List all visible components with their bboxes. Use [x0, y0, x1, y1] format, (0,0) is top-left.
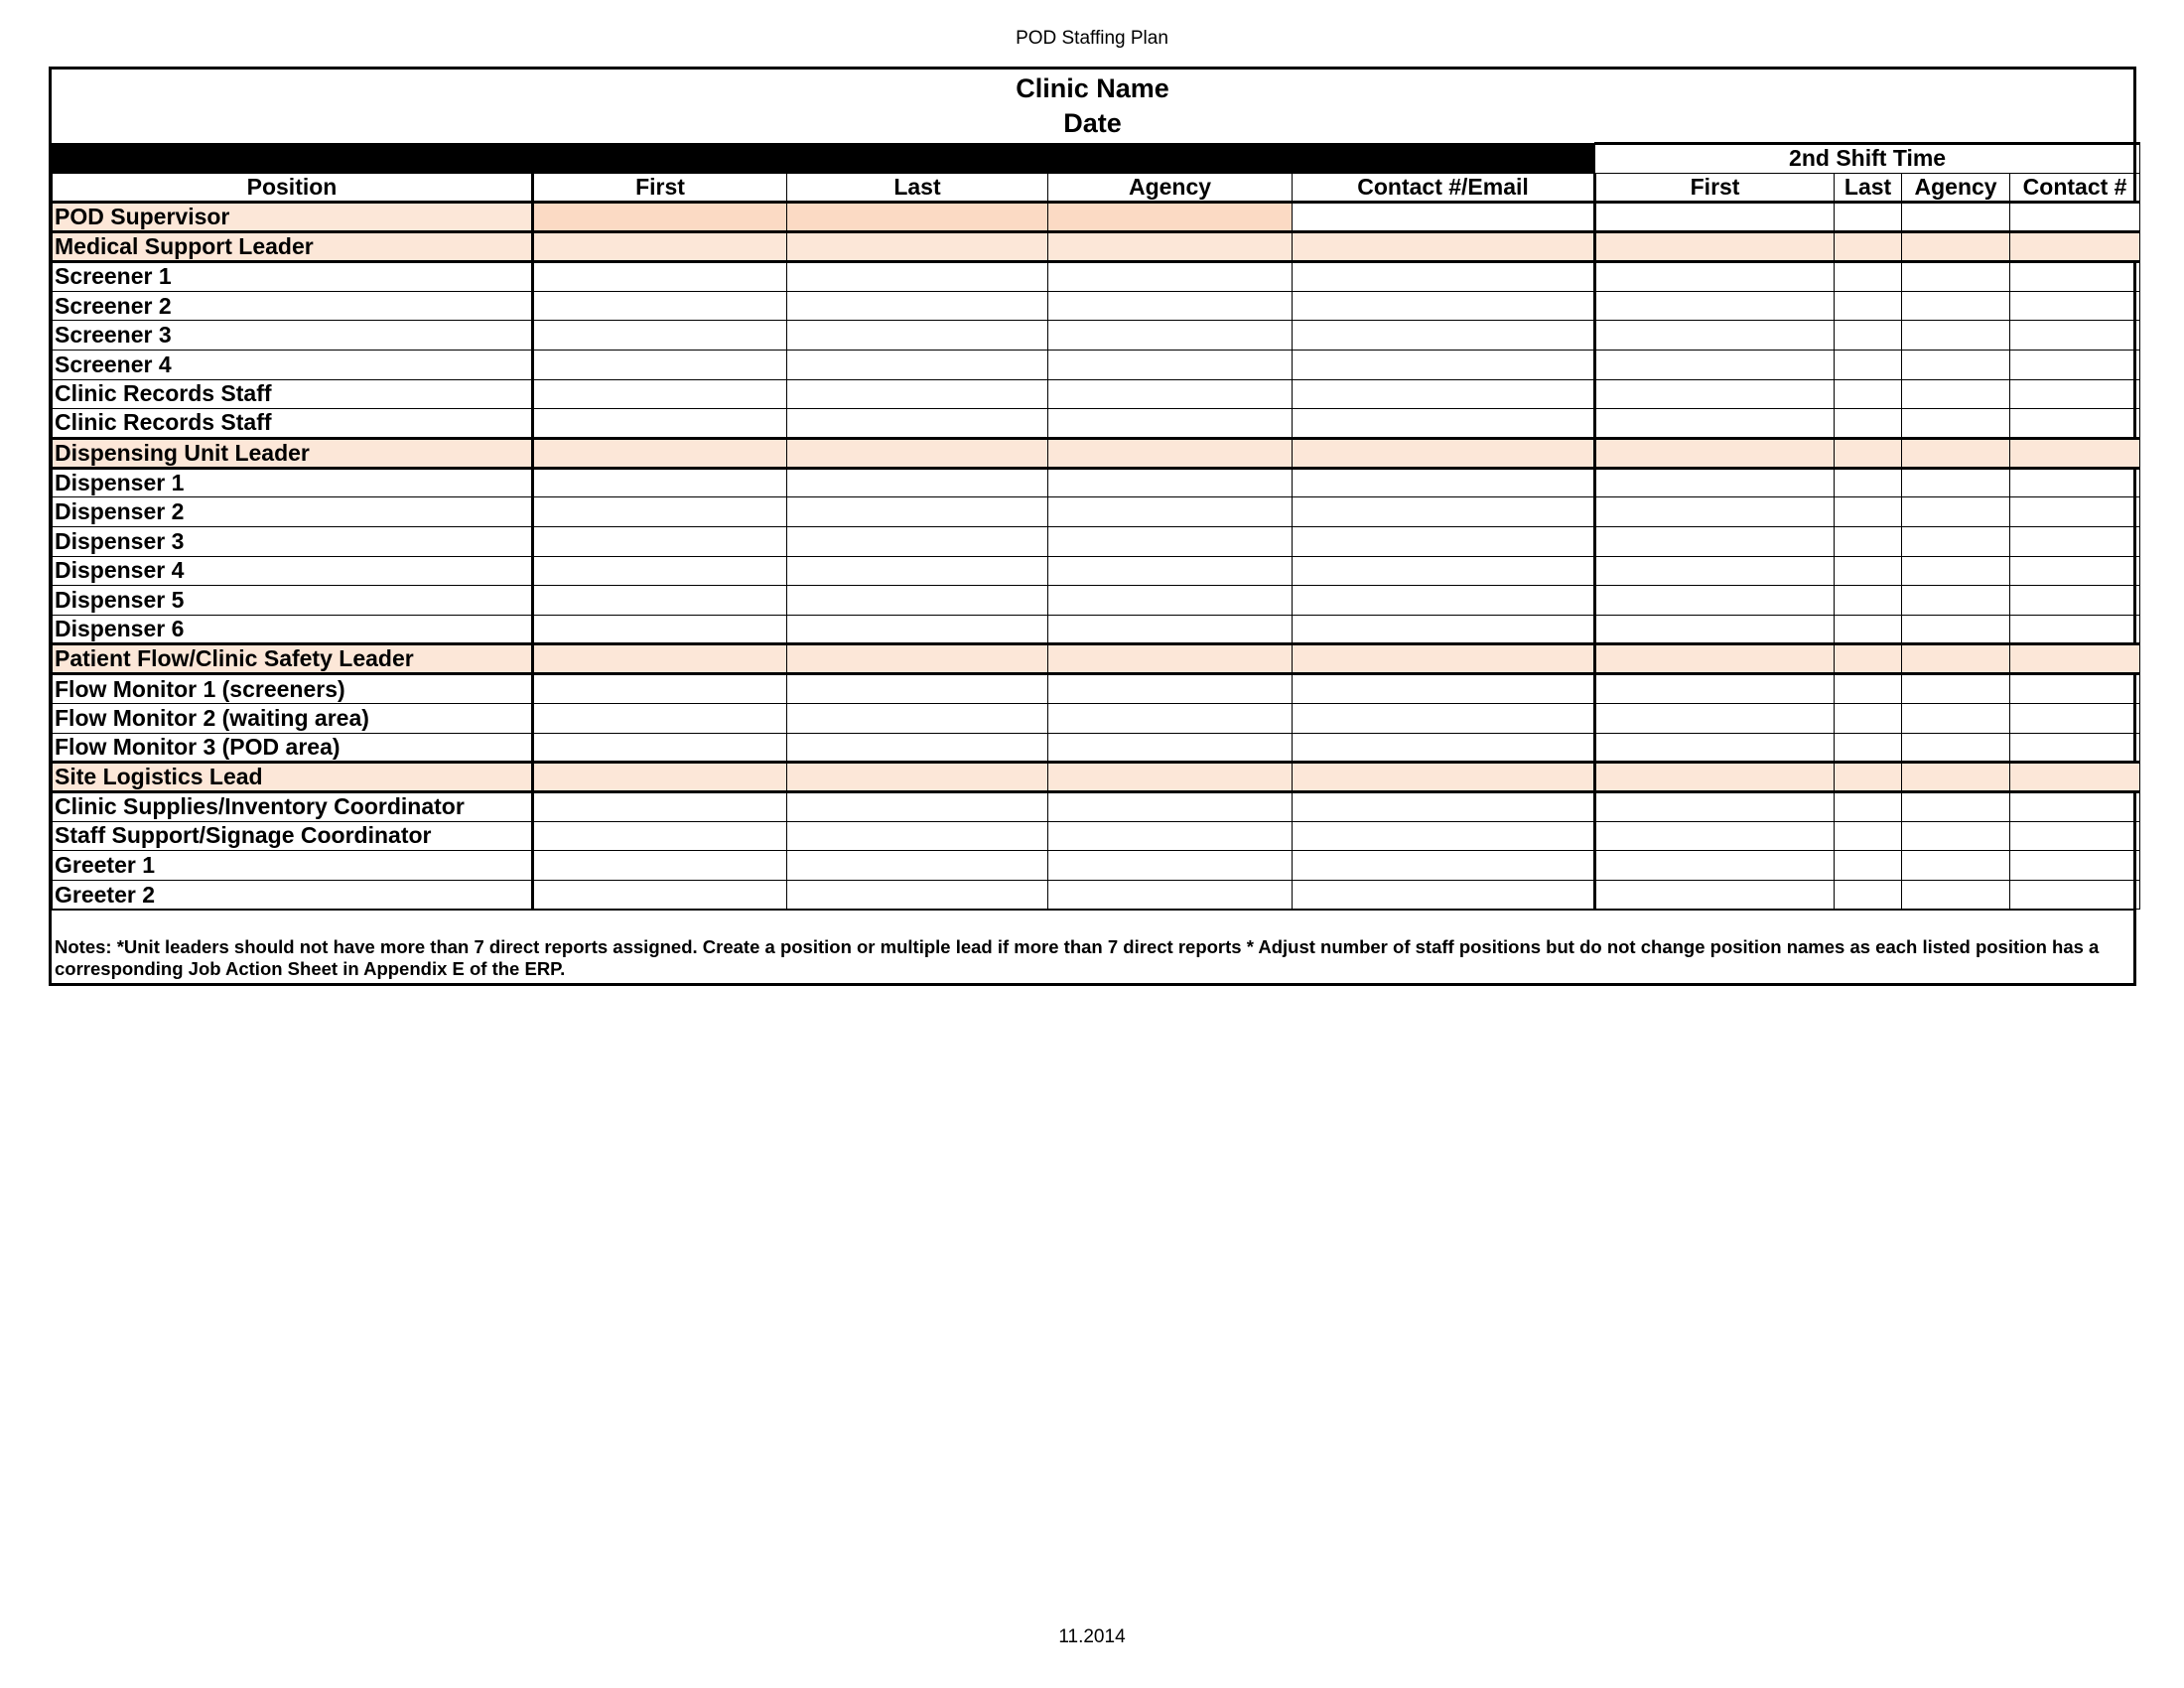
- last-cell[interactable]: [787, 203, 1048, 232]
- table-row: [53, 262, 2140, 292]
- first-cell[interactable]: [533, 615, 787, 644]
- position-cell: Screener 3: [53, 321, 533, 351]
- shift2-contact-cell[interactable]: [2010, 821, 2140, 851]
- first-cell[interactable]: [533, 497, 787, 527]
- shift2-agency-cell[interactable]: [1902, 821, 2010, 851]
- contact-email-cell[interactable]: [1293, 497, 1595, 527]
- first-cell[interactable]: [533, 321, 787, 351]
- shift2-contact-cell[interactable]: [2010, 556, 2140, 586]
- shift2-last-cell[interactable]: [1835, 615, 1902, 644]
- col-position: Position: [53, 173, 533, 203]
- shift2-first-cell[interactable]: [1595, 733, 1835, 763]
- shift2-agency-cell[interactable]: [1902, 409, 2010, 439]
- contact-email-cell[interactable]: [1293, 703, 1595, 733]
- shift2-agency-cell[interactable]: [1902, 880, 2010, 910]
- position-cell: Medical Support Leader: [53, 232, 533, 262]
- last-cell[interactable]: [787, 438, 1048, 468]
- agency-cell[interactable]: [1048, 379, 1293, 409]
- position-cell: Greeter 1: [53, 851, 533, 881]
- shift2-contact-cell[interactable]: [2010, 379, 2140, 409]
- table-row: [53, 615, 2140, 644]
- shift2-first-cell[interactable]: [1595, 321, 1835, 351]
- contact-email-cell[interactable]: [1293, 586, 1595, 616]
- table-row: [53, 438, 2140, 468]
- last-cell[interactable]: [787, 792, 1048, 822]
- shift2-last-cell[interactable]: [1835, 674, 1902, 704]
- position-cell: Staff Support/Signage Coordinator: [53, 821, 533, 851]
- shift2-agency-cell[interactable]: [1902, 586, 2010, 616]
- position-cell: Dispenser 2: [53, 497, 533, 527]
- shift2-agency-cell[interactable]: [1902, 438, 2010, 468]
- shift2-first-cell[interactable]: [1595, 615, 1835, 644]
- shift2-first-cell[interactable]: [1595, 821, 1835, 851]
- last-cell[interactable]: [787, 821, 1048, 851]
- first-cell[interactable]: [533, 350, 787, 379]
- header-black-band: [53, 144, 1595, 174]
- contact-email-cell[interactable]: [1293, 526, 1595, 556]
- first-cell[interactable]: [533, 409, 787, 439]
- position-cell: Greeter 2: [53, 880, 533, 910]
- shift2-first-cell[interactable]: [1595, 350, 1835, 379]
- first-cell[interactable]: [533, 468, 787, 497]
- shift2-first-cell[interactable]: [1595, 526, 1835, 556]
- shift2-last-cell[interactable]: [1835, 792, 1902, 822]
- shift2-agency-cell[interactable]: [1902, 556, 2010, 586]
- first-cell[interactable]: [533, 880, 787, 910]
- table-row: [53, 526, 2140, 556]
- last-cell[interactable]: [787, 526, 1048, 556]
- agency-cell[interactable]: [1048, 232, 1293, 262]
- shift2-contact-cell[interactable]: [2010, 321, 2140, 351]
- col-last: Last: [787, 173, 1048, 203]
- first-cell[interactable]: [533, 763, 787, 792]
- table-row: [53, 203, 2140, 232]
- shift2-last-cell[interactable]: [1835, 733, 1902, 763]
- agency-cell[interactable]: [1048, 497, 1293, 527]
- agency-cell[interactable]: [1048, 733, 1293, 763]
- first-cell[interactable]: [533, 821, 787, 851]
- shift2-first-cell[interactable]: [1595, 409, 1835, 439]
- position-cell: Dispenser 5: [53, 586, 533, 616]
- shift2-last-cell[interactable]: [1835, 321, 1902, 351]
- shift2-last-cell[interactable]: [1835, 379, 1902, 409]
- first-cell[interactable]: [533, 733, 787, 763]
- position-cell: Dispenser 4: [53, 556, 533, 586]
- last-cell[interactable]: [787, 497, 1048, 527]
- table-row: [53, 556, 2140, 586]
- shift2-first-cell[interactable]: [1595, 763, 1835, 792]
- position-cell: Site Logistics Lead: [53, 763, 533, 792]
- table-row: [53, 291, 2140, 321]
- staffing-sheet: [49, 67, 2136, 986]
- shift2-first-cell[interactable]: [1595, 792, 1835, 822]
- first-cell[interactable]: [533, 556, 787, 586]
- shift2-first-cell[interactable]: [1595, 262, 1835, 292]
- shift2-last-cell[interactable]: [1835, 497, 1902, 527]
- last-cell[interactable]: [787, 644, 1048, 674]
- table-row: [53, 379, 2140, 409]
- contact-email-cell[interactable]: [1293, 821, 1595, 851]
- last-cell[interactable]: [787, 262, 1048, 292]
- shift2-agency-cell[interactable]: [1902, 350, 2010, 379]
- shift2-contact-cell[interactable]: [2010, 409, 2140, 439]
- shift2-last-cell[interactable]: [1835, 232, 1902, 262]
- shift2-first-cell[interactable]: [1595, 203, 1835, 232]
- contact-email-cell[interactable]: [1293, 232, 1595, 262]
- col-shift2-last: Last: [1835, 173, 1902, 203]
- contact-email-cell[interactable]: [1293, 644, 1595, 674]
- contact-email-cell[interactable]: [1293, 556, 1595, 586]
- shift2-agency-cell[interactable]: [1902, 468, 2010, 497]
- contact-email-cell[interactable]: [1293, 262, 1595, 292]
- position-cell: Patient Flow/Clinic Safety Leader: [53, 644, 533, 674]
- agency-cell[interactable]: [1048, 586, 1293, 616]
- shift2-last-cell[interactable]: [1835, 438, 1902, 468]
- contact-email-cell[interactable]: [1293, 674, 1595, 704]
- last-cell[interactable]: [787, 615, 1048, 644]
- first-cell[interactable]: [533, 644, 787, 674]
- shift2-contact-cell[interactable]: [2010, 526, 2140, 556]
- position-cell: Screener 2: [53, 291, 533, 321]
- last-cell[interactable]: [787, 468, 1048, 497]
- contact-email-cell[interactable]: [1293, 409, 1595, 439]
- last-cell[interactable]: [787, 880, 1048, 910]
- col-first: First: [533, 173, 787, 203]
- shift2-agency-cell[interactable]: [1902, 526, 2010, 556]
- agency-cell[interactable]: [1048, 350, 1293, 379]
- col-agency: Agency: [1048, 173, 1293, 203]
- shift2-first-cell[interactable]: [1595, 468, 1835, 497]
- position-cell: Clinic Records Staff: [53, 409, 533, 439]
- shift2-first-cell[interactable]: [1595, 497, 1835, 527]
- table-row: [53, 851, 2140, 881]
- shift2-agency-cell[interactable]: [1902, 379, 2010, 409]
- shift2-agency-cell[interactable]: [1902, 733, 2010, 763]
- table-row: [53, 586, 2140, 616]
- shift2-first-cell[interactable]: [1595, 556, 1835, 586]
- shift2-last-cell[interactable]: [1835, 763, 1902, 792]
- table-row: [53, 733, 2140, 763]
- agency-cell[interactable]: [1048, 644, 1293, 674]
- shift2-agency-cell[interactable]: [1902, 703, 2010, 733]
- last-cell[interactable]: [787, 586, 1048, 616]
- position-cell: Dispensing Unit Leader: [53, 438, 533, 468]
- agency-cell[interactable]: [1048, 438, 1293, 468]
- table-row: [53, 674, 2140, 704]
- position-cell: Clinic Records Staff: [53, 379, 533, 409]
- header-band: [53, 144, 2140, 174]
- last-cell[interactable]: [787, 291, 1048, 321]
- shift2-agency-cell[interactable]: [1902, 644, 2010, 674]
- date-label: Date: [1063, 108, 1122, 138]
- position-cell: Flow Monitor 1 (screeners): [53, 674, 533, 704]
- last-cell[interactable]: [787, 556, 1048, 586]
- shift2-agency-cell[interactable]: [1902, 497, 2010, 527]
- table-row: [53, 497, 2140, 527]
- shift2-contact-cell[interactable]: [2010, 232, 2140, 262]
- last-cell[interactable]: [787, 321, 1048, 351]
- position-cell: Screener 1: [53, 262, 533, 292]
- shift2-first-cell[interactable]: [1595, 438, 1835, 468]
- shift2-agency-cell[interactable]: [1902, 615, 2010, 644]
- agency-cell[interactable]: [1048, 703, 1293, 733]
- position-cell: Flow Monitor 2 (waiting area): [53, 703, 533, 733]
- column-header-row: [53, 173, 2140, 203]
- shift2-agency-cell[interactable]: [1902, 851, 2010, 881]
- first-cell[interactable]: [533, 851, 787, 881]
- clinic-name: Clinic Name: [1016, 73, 1169, 103]
- shift2-first-cell[interactable]: [1595, 586, 1835, 616]
- position-cell: Dispenser 3: [53, 526, 533, 556]
- agency-cell[interactable]: [1048, 526, 1293, 556]
- shift2-contact-cell[interactable]: [2010, 350, 2140, 379]
- contact-email-cell[interactable]: [1293, 203, 1595, 232]
- shift2-last-cell[interactable]: [1835, 703, 1902, 733]
- col-shift2-first: First: [1595, 173, 1835, 203]
- shift2-agency-cell[interactable]: [1902, 792, 2010, 822]
- shift2-first-cell[interactable]: [1595, 674, 1835, 704]
- table-row: [53, 321, 2140, 351]
- shift2-last-cell[interactable]: [1835, 468, 1902, 497]
- shift2-contact-cell[interactable]: [2010, 262, 2140, 292]
- agency-cell[interactable]: [1048, 468, 1293, 497]
- agency-cell[interactable]: [1048, 821, 1293, 851]
- shift2-label: 2nd Shift Time: [1595, 144, 2140, 174]
- table-row: [53, 232, 2140, 262]
- contact-email-cell[interactable]: [1293, 851, 1595, 881]
- agency-cell[interactable]: [1048, 556, 1293, 586]
- position-cell: Flow Monitor 3 (POD area): [53, 733, 533, 763]
- shift2-agency-cell[interactable]: [1902, 763, 2010, 792]
- shift2-contact-cell[interactable]: [2010, 615, 2140, 644]
- last-cell[interactable]: [787, 733, 1048, 763]
- shift2-contact-cell[interactable]: [2010, 733, 2140, 763]
- agency-cell[interactable]: [1048, 262, 1293, 292]
- position-cell: POD Supervisor: [53, 203, 533, 232]
- last-cell[interactable]: [787, 232, 1048, 262]
- shift2-contact-cell[interactable]: [2010, 438, 2140, 468]
- shift2-last-cell[interactable]: [1835, 262, 1902, 292]
- last-cell[interactable]: [787, 350, 1048, 379]
- contact-email-cell[interactable]: [1293, 733, 1595, 763]
- page-footer: 11.2014: [1058, 1626, 1126, 1647]
- title-block: [52, 70, 2133, 142]
- table-row: [53, 763, 2140, 792]
- shift2-contact-cell[interactable]: [2010, 586, 2140, 616]
- last-cell[interactable]: [787, 674, 1048, 704]
- contact-email-cell[interactable]: [1293, 291, 1595, 321]
- shift2-last-cell[interactable]: [1835, 409, 1902, 439]
- agency-cell[interactable]: [1048, 615, 1293, 644]
- first-cell[interactable]: [533, 438, 787, 468]
- shift2-contact-cell[interactable]: [2010, 880, 2140, 910]
- shift2-last-cell[interactable]: [1835, 203, 1902, 232]
- shift2-last-cell[interactable]: [1835, 350, 1902, 379]
- first-cell[interactable]: [533, 203, 787, 232]
- staffing-table: [52, 142, 2140, 910]
- last-cell[interactable]: [787, 851, 1048, 881]
- table-row: [53, 792, 2140, 822]
- contact-email-cell[interactable]: [1293, 438, 1595, 468]
- last-cell[interactable]: [787, 409, 1048, 439]
- position-cell: Dispenser 1: [53, 468, 533, 497]
- col-shift2-agency: Agency: [1902, 173, 2010, 203]
- shift2-last-cell[interactable]: [1835, 291, 1902, 321]
- agency-cell[interactable]: [1048, 409, 1293, 439]
- contact-email-cell[interactable]: [1293, 468, 1595, 497]
- shift2-contact-cell[interactable]: [2010, 468, 2140, 497]
- table-row: [53, 468, 2140, 497]
- first-cell[interactable]: [533, 586, 787, 616]
- shift2-agency-cell[interactable]: [1902, 262, 2010, 292]
- notes: Notes: *Unit leaders should not have more than 7 direct reports assigned. Create a position or multiple lead if more than 7 direct reports * Adjust number of staff positions but do not change position names as each listed position has a corresponding Job Action Sheet in Appendix E of the ERP.: [52, 910, 2133, 983]
- first-cell[interactable]: [533, 526, 787, 556]
- agency-cell[interactable]: [1048, 792, 1293, 822]
- last-cell[interactable]: [787, 379, 1048, 409]
- agency-cell[interactable]: [1048, 880, 1293, 910]
- shift2-agency-cell[interactable]: [1902, 321, 2010, 351]
- shift2-first-cell[interactable]: [1595, 851, 1835, 881]
- shift2-agency-cell[interactable]: [1902, 674, 2010, 704]
- shift2-first-cell[interactable]: [1595, 291, 1835, 321]
- shift2-last-cell[interactable]: [1835, 644, 1902, 674]
- last-cell[interactable]: [787, 703, 1048, 733]
- table-row: [53, 880, 2140, 910]
- first-cell[interactable]: [533, 232, 787, 262]
- table-row: [53, 703, 2140, 733]
- table-row: [53, 821, 2140, 851]
- table-row: [53, 350, 2140, 379]
- position-cell: Clinic Supplies/Inventory Coordinator: [53, 792, 533, 822]
- first-cell[interactable]: [533, 792, 787, 822]
- shift2-contact-cell[interactable]: [2010, 792, 2140, 822]
- position-cell: Screener 4: [53, 350, 533, 379]
- page-header: POD Staffing Plan: [1016, 28, 1168, 49]
- shift2-contact-cell[interactable]: [2010, 763, 2140, 792]
- first-cell[interactable]: [533, 291, 787, 321]
- position-cell: Dispenser 6: [53, 615, 533, 644]
- shift2-contact-cell[interactable]: [2010, 674, 2140, 704]
- shift2-contact-cell[interactable]: [2010, 703, 2140, 733]
- shift2-first-cell[interactable]: [1595, 379, 1835, 409]
- agency-cell[interactable]: [1048, 763, 1293, 792]
- shift2-first-cell[interactable]: [1595, 644, 1835, 674]
- contact-email-cell[interactable]: [1293, 792, 1595, 822]
- shift2-last-cell[interactable]: [1835, 556, 1902, 586]
- shift2-first-cell[interactable]: [1595, 880, 1835, 910]
- shift2-last-cell[interactable]: [1835, 880, 1902, 910]
- agency-cell[interactable]: [1048, 321, 1293, 351]
- agency-cell[interactable]: [1048, 291, 1293, 321]
- shift2-contact-cell[interactable]: [2010, 203, 2140, 232]
- shift2-agency-cell[interactable]: [1902, 232, 2010, 262]
- shift2-last-cell[interactable]: [1835, 526, 1902, 556]
- contact-email-cell[interactable]: [1293, 321, 1595, 351]
- shift2-contact-cell[interactable]: [2010, 497, 2140, 527]
- shift2-agency-cell[interactable]: [1902, 291, 2010, 321]
- shift2-last-cell[interactable]: [1835, 586, 1902, 616]
- contact-email-cell[interactable]: [1293, 379, 1595, 409]
- first-cell[interactable]: [533, 674, 787, 704]
- first-cell[interactable]: [533, 703, 787, 733]
- last-cell[interactable]: [787, 763, 1048, 792]
- first-cell[interactable]: [533, 379, 787, 409]
- agency-cell[interactable]: [1048, 203, 1293, 232]
- shift2-first-cell[interactable]: [1595, 703, 1835, 733]
- table-row: [53, 644, 2140, 674]
- shift2-contact-cell[interactable]: [2010, 291, 2140, 321]
- shift2-agency-cell[interactable]: [1902, 203, 2010, 232]
- contact-email-cell[interactable]: [1293, 615, 1595, 644]
- shift2-last-cell[interactable]: [1835, 851, 1902, 881]
- contact-email-cell[interactable]: [1293, 880, 1595, 910]
- shift2-last-cell[interactable]: [1835, 821, 1902, 851]
- contact-email-cell[interactable]: [1293, 350, 1595, 379]
- table-row: [53, 409, 2140, 439]
- col-shift2-contact: Contact #: [2010, 173, 2140, 203]
- agency-cell[interactable]: [1048, 674, 1293, 704]
- shift2-contact-cell[interactable]: [2010, 851, 2140, 881]
- agency-cell[interactable]: [1048, 851, 1293, 881]
- shift2-contact-cell[interactable]: [2010, 644, 2140, 674]
- col-contact-email: Contact #/Email: [1293, 173, 1595, 203]
- contact-email-cell[interactable]: [1293, 763, 1595, 792]
- shift2-first-cell[interactable]: [1595, 232, 1835, 262]
- first-cell[interactable]: [533, 262, 787, 292]
